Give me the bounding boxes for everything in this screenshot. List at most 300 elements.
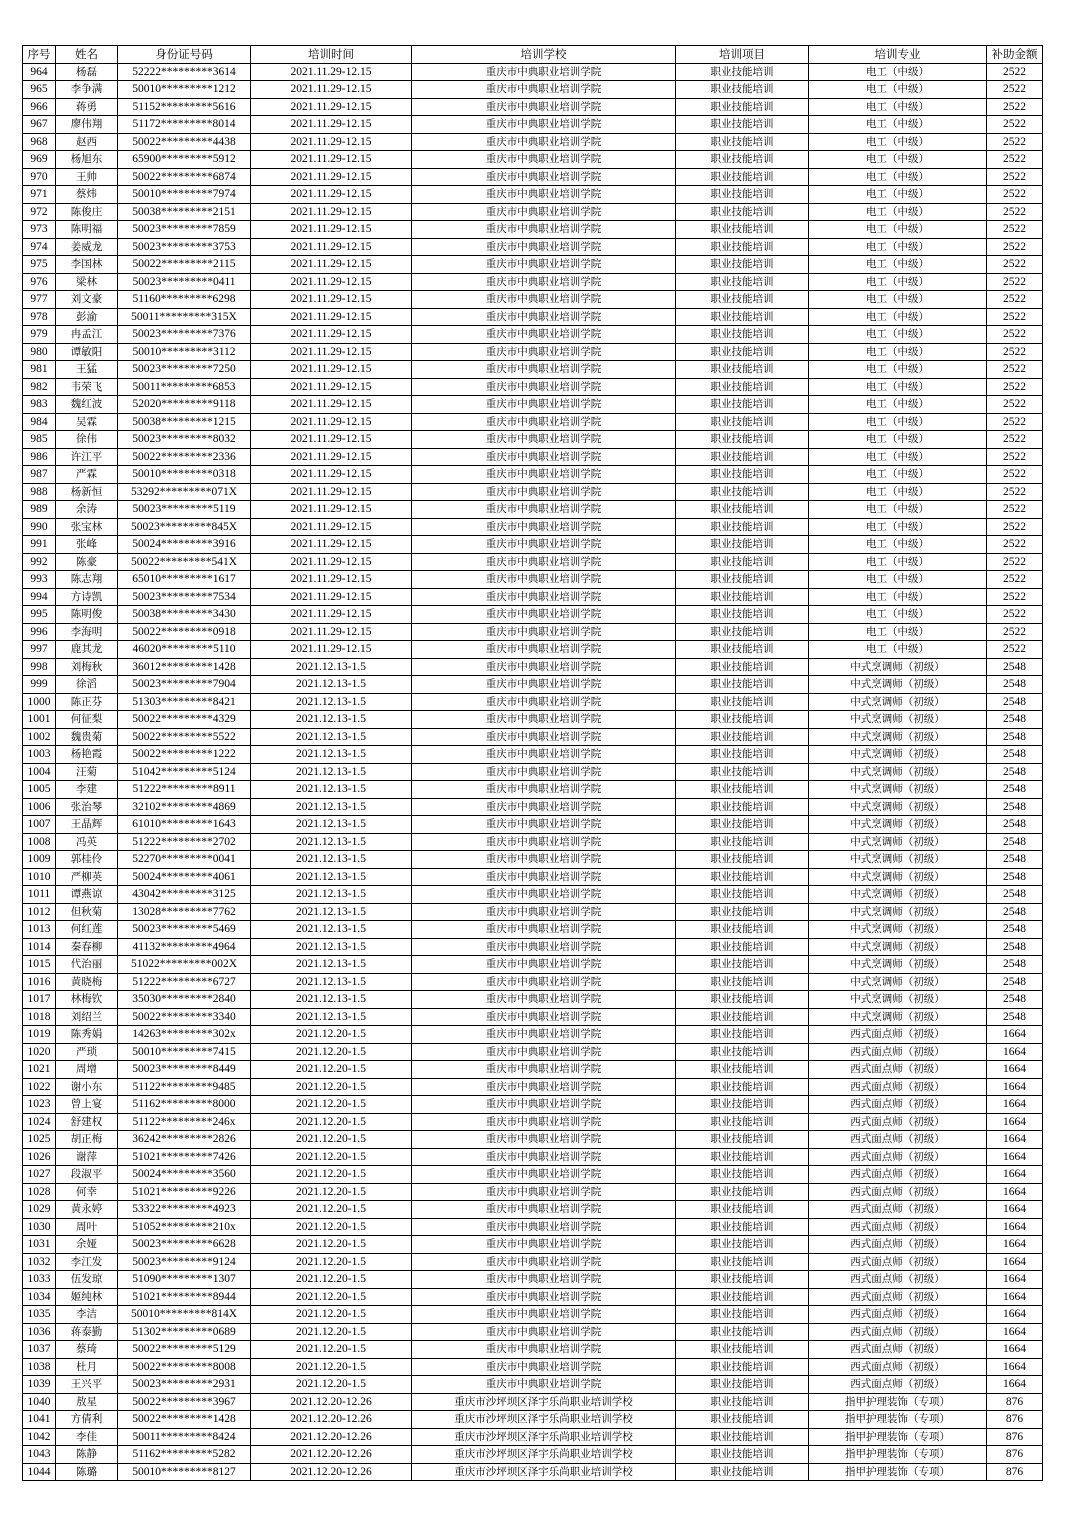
seq-cell: 987 [23,466,56,484]
table-row [23,711,1043,729]
seq-cell: 1043 [23,1446,56,1464]
training-school-cell: 重庆市中典职业培训学院 [412,203,676,221]
training-time-cell: 2021.11.29-12.15 [251,168,412,186]
training-school-cell: 重庆市中典职业培训学院 [412,1218,676,1236]
training-school-cell: 重庆市中典职业培训学院 [412,168,676,186]
table-row [23,1166,1043,1184]
table-row [23,763,1043,781]
id-number-cell: 50011*********6853 [118,378,251,396]
table-row [23,991,1043,1009]
seq-cell: 1031 [23,1236,56,1254]
id-number-cell: 50024*********4061 [118,868,251,886]
training-project-cell: 职业技能培训 [676,1078,809,1096]
training-time-cell: 2021.12.20-1.5 [251,1253,412,1271]
id-number-cell: 35030*********2840 [118,991,251,1009]
name-cell: 杨艳霞 [56,746,118,764]
name-cell: 陈明俊 [56,606,118,624]
table-row [23,168,1043,186]
subsidy-amount-cell: 2548 [987,763,1043,781]
table-row [23,431,1043,449]
subsidy-amount-cell: 1664 [987,1358,1043,1376]
name-cell: 陈静 [56,1446,118,1464]
training-major-cell: 西式面点师（初级） [809,1026,987,1044]
training-time-cell: 2021.11.29-12.15 [251,81,412,99]
training-project-cell: 职业技能培训 [676,63,809,81]
table-row [23,291,1043,309]
training-project-cell: 职业技能培训 [676,1446,809,1464]
seq-cell: 981 [23,361,56,379]
seq-cell: 1016 [23,973,56,991]
training-school-cell: 重庆市中典职业培训学院 [412,798,676,816]
training-major-cell: 中式烹调师（初级） [809,746,987,764]
training-major-cell: 电工（中级） [809,343,987,361]
seq-cell: 1011 [23,886,56,904]
subsidy-amount-cell: 2548 [987,886,1043,904]
training-major-cell: 电工（中级） [809,81,987,99]
training-time-cell: 2021.12.20-1.5 [251,1061,412,1079]
training-time-cell: 2021.11.29-12.15 [251,571,412,589]
training-school-cell: 重庆市中典职业培训学院 [412,816,676,834]
seq-cell: 1006 [23,798,56,816]
header-subsidy-amount: 补助金额 [987,46,1043,64]
table-row [23,623,1043,641]
training-project-cell: 职业技能培训 [676,221,809,239]
training-school-cell: 重庆市中典职业培训学院 [412,1061,676,1079]
training-project-cell: 职业技能培训 [676,361,809,379]
subsidy-amount-cell: 2522 [987,343,1043,361]
training-project-cell: 职业技能培训 [676,921,809,939]
id-number-cell: 51303*********8421 [118,693,251,711]
subsidy-amount-cell: 2548 [987,746,1043,764]
seq-cell: 1035 [23,1306,56,1324]
training-school-cell: 重庆市中典职业培训学院 [412,851,676,869]
training-time-cell: 2021.11.29-12.15 [251,378,412,396]
training-major-cell: 西式面点师（初级） [809,1218,987,1236]
id-number-cell: 50022*********4438 [118,133,251,151]
training-major-cell: 电工（中级） [809,133,987,151]
training-school-cell: 重庆市中典职业培训学院 [412,553,676,571]
seq-cell: 973 [23,221,56,239]
training-school-cell: 重庆市中典职业培训学院 [412,81,676,99]
training-time-cell: 2021.11.29-12.15 [251,186,412,204]
training-time-cell: 2021.12.20-12.26 [251,1411,412,1429]
table-row [23,868,1043,886]
training-major-cell: 电工（中级） [809,588,987,606]
subsidy-amount-cell: 1664 [987,1043,1043,1061]
id-number-cell: 52270*********0041 [118,851,251,869]
seq-cell: 1025 [23,1131,56,1149]
training-school-cell: 重庆市中典职业培训学院 [412,991,676,1009]
training-school-cell: 重庆市中典职业培训学院 [412,1096,676,1114]
id-number-cell: 51042*********5124 [118,763,251,781]
table-row [23,378,1043,396]
id-number-cell: 50023*********8449 [118,1061,251,1079]
training-major-cell: 中式烹调师（初级） [809,886,987,904]
header-name: 姓名 [56,46,118,64]
training-major-cell: 西式面点师（初级） [809,1341,987,1359]
training-project-cell: 职业技能培训 [676,1148,809,1166]
seq-cell: 972 [23,203,56,221]
table-row [23,886,1043,904]
training-time-cell: 2021.11.29-12.15 [251,63,412,81]
training-time-cell: 2021.12.13-1.5 [251,763,412,781]
name-cell: 谭燕谅 [56,886,118,904]
id-number-cell: 51222*********8911 [118,781,251,799]
id-number-cell: 65010*********1617 [118,571,251,589]
training-project-cell: 职业技能培训 [676,956,809,974]
name-cell: 陈璐 [56,1463,118,1481]
id-number-cell: 52222*********3614 [118,63,251,81]
training-school-cell: 重庆市中典职业培训学院 [412,518,676,536]
table-row [23,606,1043,624]
training-major-cell: 中式烹调师（初级） [809,711,987,729]
training-school-cell: 重庆市中典职业培训学院 [412,1026,676,1044]
training-school-cell: 重庆市中典职业培训学院 [412,1358,676,1376]
seq-cell: 983 [23,396,56,414]
seq-cell: 1019 [23,1026,56,1044]
seq-cell: 977 [23,291,56,309]
table-row [23,1236,1043,1254]
training-project-cell: 职业技能培训 [676,1341,809,1359]
training-project-cell: 职业技能培训 [676,256,809,274]
table-row [23,1323,1043,1341]
id-number-cell: 51160*********6298 [118,291,251,309]
name-cell: 胡正梅 [56,1131,118,1149]
id-number-cell: 50023*********0411 [118,273,251,291]
training-major-cell: 电工（中级） [809,483,987,501]
name-cell: 余娅 [56,1236,118,1254]
id-number-cell: 50022*********1428 [118,1411,251,1429]
seq-cell: 1034 [23,1288,56,1306]
training-project-cell: 职业技能培训 [676,571,809,589]
training-project-cell: 职业技能培训 [676,1026,809,1044]
subsidy-amount-cell: 2522 [987,553,1043,571]
training-time-cell: 2021.12.20-1.5 [251,1271,412,1289]
id-number-cell: 51090*********1307 [118,1271,251,1289]
training-major-cell: 西式面点师（初级） [809,1131,987,1149]
training-major-cell: 电工（中级） [809,238,987,256]
training-time-cell: 2021.11.29-12.15 [251,466,412,484]
training-major-cell: 中式烹调师（初级） [809,763,987,781]
table-row [23,1096,1043,1114]
training-project-cell: 职业技能培训 [676,431,809,449]
training-project-cell: 职业技能培训 [676,133,809,151]
name-cell: 李国林 [56,256,118,274]
id-number-cell: 51021*********8944 [118,1288,251,1306]
name-cell: 蔡炜 [56,186,118,204]
training-major-cell: 中式烹调师（初级） [809,903,987,921]
training-school-cell: 重庆市中典职业培训学院 [412,1113,676,1131]
training-time-cell: 2021.12.13-1.5 [251,956,412,974]
training-time-cell: 2021.12.13-1.5 [251,1008,412,1026]
id-number-cell: 50022*********3967 [118,1393,251,1411]
subsidy-amount-cell: 2548 [987,938,1043,956]
training-major-cell: 电工（中级） [809,63,987,81]
training-major-cell: 电工（中级） [809,518,987,536]
header-id-number: 身份证号码 [118,46,251,64]
training-school-cell: 重庆市中典职业培训学院 [412,273,676,291]
training-school-cell: 重庆市沙坪坝区泽宇乐尚职业培训学校 [412,1393,676,1411]
table-row [23,1113,1043,1131]
name-cell: 陈正芬 [56,693,118,711]
id-number-cell: 50024*********3916 [118,536,251,554]
subsidy-amount-cell: 2522 [987,571,1043,589]
subsidy-amount-cell: 876 [987,1428,1043,1446]
training-school-cell: 重庆市沙坪坝区泽宇乐尚职业培训学校 [412,1446,676,1464]
subsidy-amount-cell: 1664 [987,1201,1043,1219]
name-cell: 但秋菊 [56,903,118,921]
subsidy-amount-cell: 1664 [987,1131,1043,1149]
table-row [23,1183,1043,1201]
training-school-cell: 重庆市中典职业培训学院 [412,676,676,694]
training-time-cell: 2021.11.29-12.15 [251,606,412,624]
training-project-cell: 职业技能培训 [676,273,809,291]
table-row [23,308,1043,326]
training-major-cell: 中式烹调师（初级） [809,676,987,694]
training-project-cell: 职业技能培训 [676,1096,809,1114]
name-cell: 段淑平 [56,1166,118,1184]
name-cell: 王晶辉 [56,816,118,834]
seq-cell: 993 [23,571,56,589]
training-time-cell: 2021.12.13-1.5 [251,781,412,799]
id-number-cell: 51052*********210x [118,1218,251,1236]
subsidy-amount-cell: 2522 [987,483,1043,501]
training-project-cell: 职业技能培训 [676,1376,809,1394]
training-major-cell: 指甲护理装饰（专项） [809,1446,987,1464]
training-project-cell: 职业技能培训 [676,658,809,676]
training-school-cell: 重庆市沙坪坝区泽宇乐尚职业培训学校 [412,1411,676,1429]
training-school-cell: 重庆市中典职业培训学院 [412,1236,676,1254]
training-time-cell: 2021.12.20-1.5 [251,1166,412,1184]
subsidy-amount-cell: 2522 [987,536,1043,554]
training-school-cell: 重庆市中典职业培训学院 [412,1148,676,1166]
name-cell: 徐滔 [56,676,118,694]
name-cell: 赵西 [56,133,118,151]
training-project-cell: 职业技能培训 [676,746,809,764]
training-major-cell: 西式面点师（初级） [809,1166,987,1184]
name-cell: 何幸 [56,1183,118,1201]
table-row [23,361,1043,379]
training-time-cell: 2021.11.29-12.15 [251,291,412,309]
training-project-cell: 职业技能培训 [676,868,809,886]
table-row [23,1061,1043,1079]
table-row [23,343,1043,361]
id-number-cell: 50022*********2115 [118,256,251,274]
training-time-cell: 2021.11.29-12.15 [251,116,412,134]
training-time-cell: 2021.12.13-1.5 [251,746,412,764]
subsidy-amount-cell: 1664 [987,1166,1043,1184]
training-major-cell: 西式面点师（初级） [809,1306,987,1324]
id-number-cell: 50023*********2931 [118,1376,251,1394]
id-number-cell: 51222*********2702 [118,833,251,851]
subsidy-amount-cell: 2548 [987,781,1043,799]
seq-cell: 998 [23,658,56,676]
subsidy-amount-cell: 1664 [987,1323,1043,1341]
training-project-cell: 职业技能培训 [676,1201,809,1219]
name-cell: 梁林 [56,273,118,291]
seq-cell: 1007 [23,816,56,834]
table-body [23,63,1043,1481]
training-time-cell: 2021.11.29-12.15 [251,221,412,239]
subsidy-amount-cell: 2548 [987,658,1043,676]
id-number-cell: 50023*********845X [118,518,251,536]
name-cell: 蒋勇 [56,98,118,116]
id-number-cell: 50022*********2336 [118,448,251,466]
id-number-cell: 51022*********002X [118,956,251,974]
training-major-cell: 电工（中级） [809,413,987,431]
seq-cell: 999 [23,676,56,694]
name-cell: 魏红波 [56,396,118,414]
id-number-cell: 14263*********302x [118,1026,251,1044]
training-major-cell: 电工（中级） [809,256,987,274]
training-school-cell: 重庆市中典职业培训学院 [412,238,676,256]
table-row [23,1201,1043,1219]
seq-cell: 969 [23,151,56,169]
training-major-cell: 电工（中级） [809,378,987,396]
id-number-cell: 50010*********3112 [118,343,251,361]
name-cell: 谢萍 [56,1148,118,1166]
header-row [23,46,1043,64]
seq-cell: 1040 [23,1393,56,1411]
subsidy-amount-cell: 2522 [987,623,1043,641]
id-number-cell: 50010*********0318 [118,466,251,484]
subsidy-amount-cell: 876 [987,1411,1043,1429]
seq-cell: 1033 [23,1271,56,1289]
training-school-cell: 重庆市中典职业培训学院 [412,921,676,939]
training-major-cell: 电工（中级） [809,431,987,449]
seq-cell: 1012 [23,903,56,921]
name-cell: 何红莲 [56,921,118,939]
seq-cell: 1013 [23,921,56,939]
training-major-cell: 西式面点师（初级） [809,1236,987,1254]
training-school-cell: 重庆市中典职业培训学院 [412,833,676,851]
id-number-cell: 50038*********2151 [118,203,251,221]
subsidy-amount-cell: 876 [987,1463,1043,1481]
training-major-cell: 中式烹调师（初级） [809,693,987,711]
table-row [23,256,1043,274]
subsidy-amount-cell: 1664 [987,1236,1043,1254]
id-number-cell: 50023*********7904 [118,676,251,694]
seq-cell: 1002 [23,728,56,746]
seq-cell: 1010 [23,868,56,886]
id-number-cell: 53322*********4923 [118,1201,251,1219]
seq-cell: 1041 [23,1411,56,1429]
name-cell: 王兴平 [56,1376,118,1394]
subsidy-amount-cell: 2522 [987,326,1043,344]
seq-cell: 990 [23,518,56,536]
table-row [23,151,1043,169]
training-major-cell: 西式面点师（初级） [809,1323,987,1341]
id-number-cell: 50022*********541X [118,553,251,571]
training-school-cell: 重庆市中典职业培训学院 [412,1306,676,1324]
name-cell: 陈俊庄 [56,203,118,221]
table-row [23,1306,1043,1324]
name-cell: 代治丽 [56,956,118,974]
seq-cell: 975 [23,256,56,274]
training-project-cell: 职业技能培训 [676,903,809,921]
seq-cell: 1027 [23,1166,56,1184]
name-cell: 谭敏阳 [56,343,118,361]
training-time-cell: 2021.12.20-1.5 [251,1113,412,1131]
training-school-cell: 重庆市中典职业培训学院 [412,308,676,326]
training-school-cell: 重庆市中典职业培训学院 [412,343,676,361]
training-project-cell: 职业技能培训 [676,1428,809,1446]
training-project-cell: 职业技能培训 [676,1358,809,1376]
training-major-cell: 西式面点师（初级） [809,1376,987,1394]
training-project-cell: 职业技能培训 [676,81,809,99]
training-school-cell: 重庆市中典职业培训学院 [412,588,676,606]
training-time-cell: 2021.12.20-1.5 [251,1236,412,1254]
training-major-cell: 中式烹调师（初级） [809,833,987,851]
training-project-cell: 职业技能培训 [676,693,809,711]
training-school-cell: 重庆市中典职业培训学院 [412,973,676,991]
training-time-cell: 2021.12.13-1.5 [251,658,412,676]
training-major-cell: 中式烹调师（初级） [809,956,987,974]
subsidy-amount-cell: 2548 [987,868,1043,886]
name-cell: 陈明福 [56,221,118,239]
training-project-cell: 职业技能培训 [676,676,809,694]
training-time-cell: 2021.12.20-1.5 [251,1218,412,1236]
training-time-cell: 2021.11.29-12.15 [251,623,412,641]
training-project-cell: 职业技能培训 [676,326,809,344]
training-project-cell: 职业技能培训 [676,763,809,781]
training-major-cell: 中式烹调师（初级） [809,868,987,886]
name-cell: 蔡琦 [56,1341,118,1359]
training-project-cell: 职业技能培训 [676,641,809,659]
training-major-cell: 西式面点师（初级） [809,1253,987,1271]
name-cell: 严琐 [56,1043,118,1061]
name-cell: 王猛 [56,361,118,379]
training-project-cell: 职业技能培训 [676,483,809,501]
name-cell: 陈秀娟 [56,1026,118,1044]
subsidy-amount-cell: 2522 [987,98,1043,116]
name-cell: 刘文豪 [56,291,118,309]
training-major-cell: 电工（中级） [809,273,987,291]
subsidy-amount-cell: 2522 [987,81,1043,99]
table-row [23,746,1043,764]
name-cell: 冉孟江 [56,326,118,344]
training-school-cell: 重庆市中典职业培训学院 [412,1271,676,1289]
table-row [23,903,1043,921]
training-time-cell: 2021.12.20-1.5 [251,1341,412,1359]
subsidy-amount-cell: 2548 [987,816,1043,834]
table-row [23,728,1043,746]
training-project-cell: 职业技能培训 [676,1288,809,1306]
training-time-cell: 2021.11.29-12.15 [251,641,412,659]
training-major-cell: 西式面点师（初级） [809,1271,987,1289]
training-major-cell: 西式面点师（初级） [809,1043,987,1061]
seq-cell: 986 [23,448,56,466]
seq-cell: 968 [23,133,56,151]
subsidy-amount-cell: 2522 [987,641,1043,659]
training-major-cell: 电工（中级） [809,326,987,344]
id-number-cell: 50038*********1215 [118,413,251,431]
table-row [23,676,1043,694]
subsidy-amount-cell: 1664 [987,1341,1043,1359]
training-major-cell: 电工（中级） [809,168,987,186]
table-row [23,1288,1043,1306]
subsidy-amount-cell: 2522 [987,63,1043,81]
training-time-cell: 2021.12.20-12.26 [251,1393,412,1411]
training-school-cell: 重庆市中典职业培训学院 [412,571,676,589]
training-school-cell: 重庆市中典职业培训学院 [412,781,676,799]
subsidy-amount-cell: 2522 [987,308,1043,326]
training-major-cell: 指甲护理装饰（专项） [809,1393,987,1411]
seq-cell: 1030 [23,1218,56,1236]
id-number-cell: 50011*********8424 [118,1428,251,1446]
name-cell: 张峰 [56,536,118,554]
training-school-cell: 重庆市中典职业培训学院 [412,413,676,431]
